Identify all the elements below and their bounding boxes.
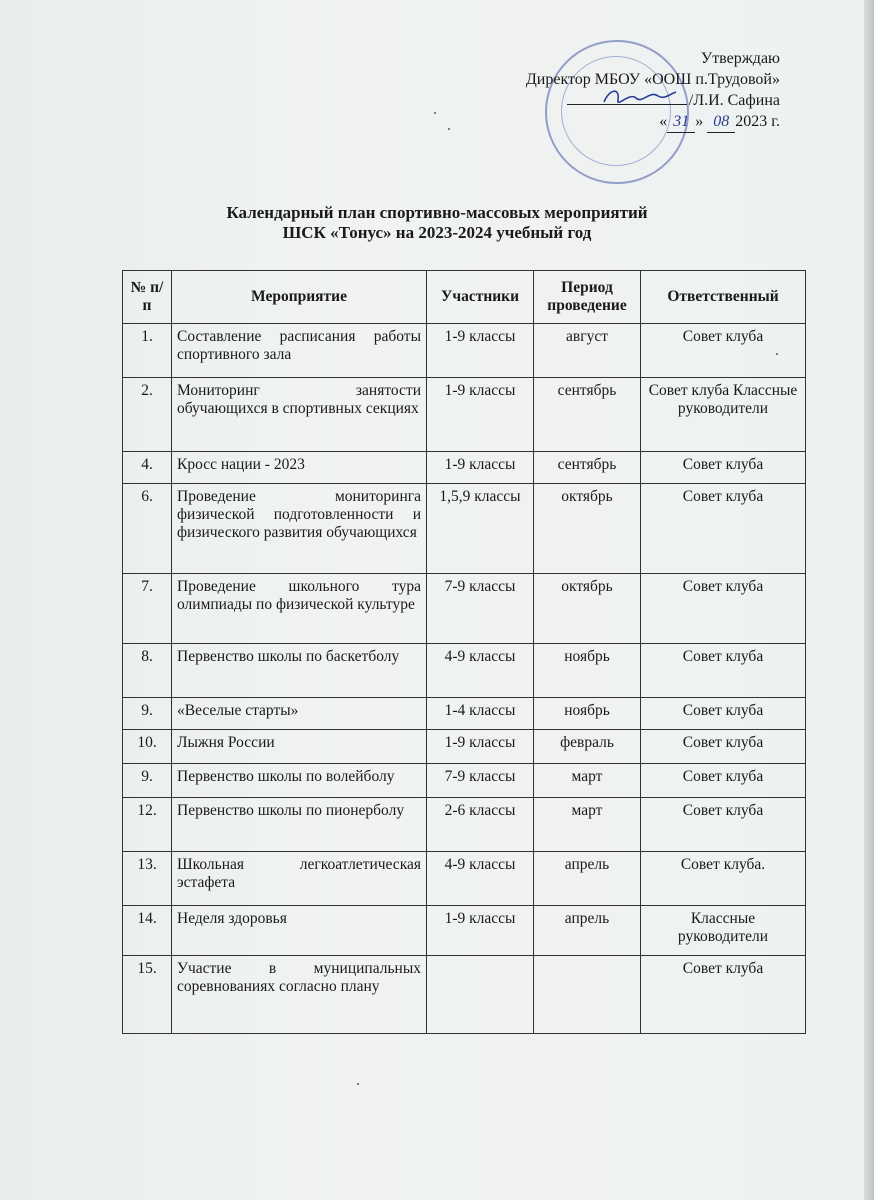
cell-event: Лыжня России xyxy=(172,730,427,764)
approval-director: Директор МБОУ «ООШ п.Трудовой» xyxy=(525,71,780,88)
cell-num: 2. xyxy=(123,378,172,452)
cell-responsible: Совет клуба xyxy=(641,324,806,378)
cell-period: октябрь xyxy=(534,484,641,574)
cell-num: 10. xyxy=(123,730,172,764)
cell-participants: 7-9 классы xyxy=(427,764,534,798)
cell-participants: 7-9 классы xyxy=(427,574,534,644)
cell-period: март xyxy=(534,798,641,852)
header-num: № п/п xyxy=(123,271,172,324)
cell-period: ноябрь xyxy=(534,644,641,698)
table-row xyxy=(123,574,806,644)
cell-responsible: Совет клуба xyxy=(641,764,806,798)
page-title xyxy=(0,203,874,243)
approval-block xyxy=(480,48,780,133)
approval-signature-line xyxy=(480,90,780,111)
title-line-1: Календарный план спортивно-массовых мероприятий xyxy=(226,203,648,222)
cell-num: 13. xyxy=(123,852,172,906)
table-row xyxy=(123,798,806,852)
cell-responsible: Совет клуба xyxy=(641,484,806,574)
cell-num: 14. xyxy=(123,906,172,956)
cell-num: 1. xyxy=(123,324,172,378)
approval-date xyxy=(480,111,780,133)
cell-period: октябрь xyxy=(534,574,641,644)
date-year: 2023 г. xyxy=(735,113,780,130)
table-row xyxy=(123,452,806,484)
cell-period: ноябрь xyxy=(534,698,641,730)
table-row xyxy=(123,764,806,798)
cell-event: Составление расписания работы спортивного зала xyxy=(172,324,427,378)
date-close-quote: » xyxy=(695,113,704,130)
cell-num: 7. xyxy=(123,574,172,644)
cell-period xyxy=(534,956,641,1034)
cell-responsible: Совет клуба xyxy=(641,698,806,730)
table-header-row xyxy=(123,271,806,324)
table-row xyxy=(123,906,806,956)
cell-responsible: Совет клуба xyxy=(641,730,806,764)
table-row xyxy=(123,324,806,378)
cell-responsible: Классные руководители xyxy=(641,906,806,956)
table-row xyxy=(123,956,806,1034)
table-row xyxy=(123,644,806,698)
date-open-quote: « xyxy=(659,113,668,130)
table-row xyxy=(123,698,806,730)
cell-num: 4. xyxy=(123,452,172,484)
title-line-2: ШСК «Тонус» на 2023-2024 учебный год xyxy=(282,223,592,242)
scan-edge-shadow xyxy=(864,0,874,1200)
cell-responsible: Совет клуба Классные руководители xyxy=(641,378,806,452)
cell-participants: 1-4 классы xyxy=(427,698,534,730)
header-period: Период проведение xyxy=(534,271,641,324)
cell-period: апрель xyxy=(534,852,641,906)
cell-num: 8. xyxy=(123,644,172,698)
cell-event: «Веселые старты» xyxy=(172,698,427,730)
table-row xyxy=(123,484,806,574)
cell-event: Участие в муниципальных соревнованиях согласно плану xyxy=(172,956,427,1034)
events-table xyxy=(122,270,806,1034)
date-day: 31 xyxy=(667,111,695,133)
cell-responsible: Совет клуба xyxy=(641,644,806,698)
cell-event: Проведение школьного тура олимпиады по физической культуре xyxy=(172,574,427,644)
cell-participants: 2-6 классы xyxy=(427,798,534,852)
scan-speck xyxy=(448,128,450,130)
scan-speck xyxy=(434,112,436,114)
cell-num: 9. xyxy=(123,764,172,798)
cell-participants xyxy=(427,956,534,1034)
cell-period: сентябрь xyxy=(534,452,641,484)
cell-num: 6. xyxy=(123,484,172,574)
cell-participants: 1-9 классы xyxy=(427,324,534,378)
approval-signer: /Л.И. Сафина xyxy=(688,92,780,109)
table-row xyxy=(123,852,806,906)
cell-participants: 1-9 классы xyxy=(427,378,534,452)
cell-period: сентябрь xyxy=(534,378,641,452)
approval-heading: Утверждаю xyxy=(700,50,780,67)
cell-responsible: Совет клуба. xyxy=(641,852,806,906)
cell-event: Первенство школы по волейболу xyxy=(172,764,427,798)
cell-participants: 4-9 классы xyxy=(427,852,534,906)
cell-responsible: Совет клуба xyxy=(641,798,806,852)
cell-period: апрель xyxy=(534,906,641,956)
header-event: Мероприятие xyxy=(172,271,427,324)
cell-event: Первенство школы по баскетболу xyxy=(172,644,427,698)
cell-event: Мониторинг занятости обучающихся в спортивных секциях xyxy=(172,378,427,452)
cell-participants: 1-9 классы xyxy=(427,452,534,484)
table-row xyxy=(123,730,806,764)
table-row xyxy=(123,378,806,452)
cell-period: февраль xyxy=(534,730,641,764)
cell-event: Неделя здоровья xyxy=(172,906,427,956)
cell-participants: 4-9 классы xyxy=(427,644,534,698)
cell-participants: 1-9 классы xyxy=(427,906,534,956)
cell-responsible: Совет клуба xyxy=(641,574,806,644)
cell-period: март xyxy=(534,764,641,798)
header-participants: Участники xyxy=(427,271,534,324)
scan-speck xyxy=(776,353,778,355)
cell-participants: 1,5,9 классы xyxy=(427,484,534,574)
date-month: 08 xyxy=(707,111,735,133)
cell-event: Первенство школы по пионерболу xyxy=(172,798,427,852)
header-responsible: Ответственный xyxy=(641,271,806,324)
cell-event: Кросс нации - 2023 xyxy=(172,452,427,484)
cell-num: 12. xyxy=(123,798,172,852)
cell-num: 15. xyxy=(123,956,172,1034)
cell-responsible: Совет клуба xyxy=(641,956,806,1034)
cell-event: Проведение мониторинга физической подготовленности и физического развития обучающихся xyxy=(172,484,427,574)
cell-responsible: Совет клуба xyxy=(641,452,806,484)
signature-underline xyxy=(567,104,687,105)
cell-num: 9. xyxy=(123,698,172,730)
scan-speck xyxy=(357,1083,359,1085)
cell-participants: 1-9 классы xyxy=(427,730,534,764)
cell-period: август xyxy=(534,324,641,378)
cell-event: Школьная легкоатлетическая эстафета xyxy=(172,852,427,906)
